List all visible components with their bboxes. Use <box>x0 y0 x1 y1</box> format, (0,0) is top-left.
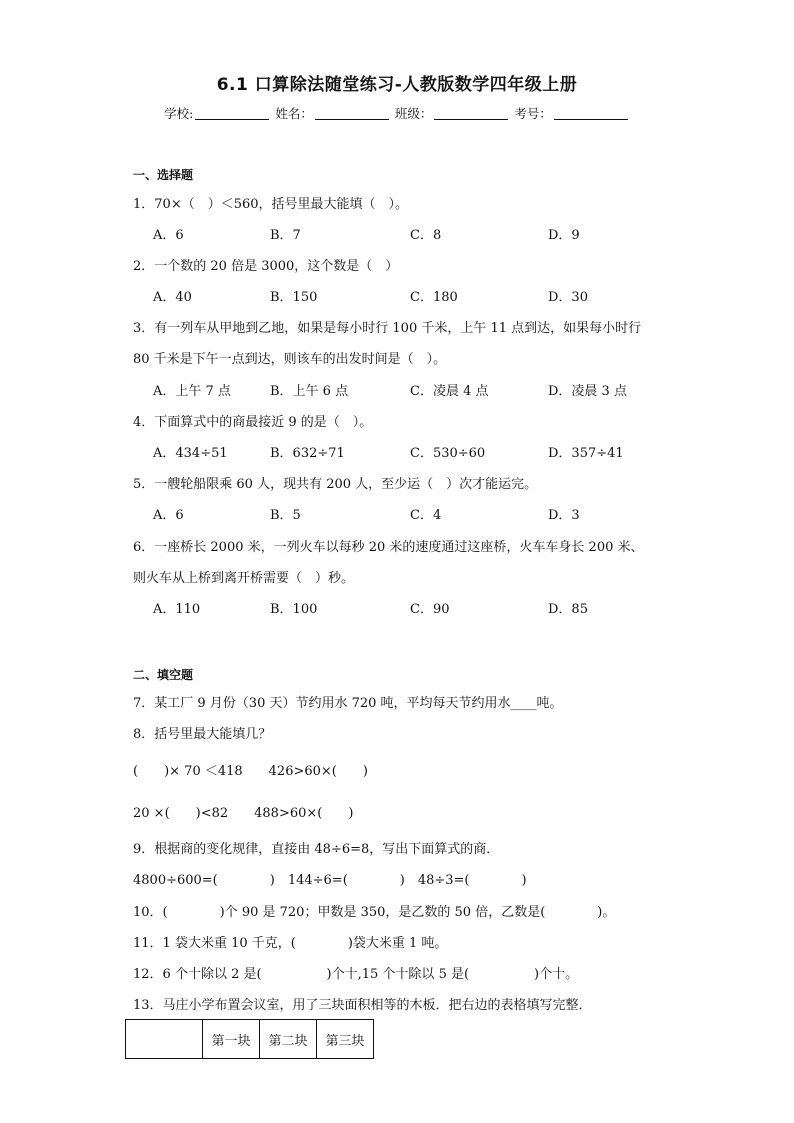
student-info-line <box>0 104 794 122</box>
option-c: C．凌晨 4 点 <box>410 384 489 399</box>
question-13: 13．马庄小学布置会议室，用了三块面积相等的木板．把右边的表格填写完整． <box>133 998 592 1013</box>
section-heading-fill: 二、填空题 <box>133 668 194 682</box>
question-5-options <box>153 504 693 522</box>
table-header-cell: 第一块 <box>203 1020 260 1059</box>
option-d: D．85 <box>548 602 588 617</box>
option-a: A．110 <box>153 602 201 617</box>
option-a: A．40 <box>153 290 192 305</box>
option-b: B．632÷71 <box>270 446 345 461</box>
option-d: D．9 <box>548 228 580 243</box>
option-d: D．凌晨 3 点 <box>548 384 627 399</box>
question-4: 4．下面算式中的商最接近 9 的是（ ）。 <box>133 415 373 430</box>
question-3-line2: 80 千米是下午一点到达，则该车的出发时间是（ ）。 <box>133 352 447 367</box>
school-label: 学校: <box>164 106 194 121</box>
option-c: C．180 <box>410 290 458 305</box>
school-blank <box>195 107 269 120</box>
section-heading-choice: 一、选择题 <box>133 168 194 182</box>
question-3-options <box>153 380 693 398</box>
option-b: B．5 <box>270 508 301 523</box>
option-a: A．434÷51 <box>153 446 228 461</box>
table-corner-cell <box>126 1020 203 1059</box>
question-6-line2: 则火车从上桥到离开桥需要（ ）秒。 <box>133 571 355 586</box>
question-1: 1．70×（ ）＜560，括号里最大能填（ ）。 <box>133 197 409 212</box>
option-d: D．3 <box>548 508 580 523</box>
question-2: 2．一个数的 20 倍是 3000，这个数是（ ） <box>133 259 399 274</box>
table-header-cell: 第二块 <box>260 1020 317 1059</box>
page-title: 6.1 口算除法随堂练习-人教版数学四年级上册 <box>216 75 578 95</box>
option-c: C．8 <box>410 228 442 243</box>
option-b: B．7 <box>270 228 301 243</box>
class-label: 班级： <box>394 106 433 121</box>
name-blank <box>315 107 389 120</box>
board-table <box>125 1019 374 1059</box>
question-9-line: 4800÷600=( ) 144÷6=( ) 48÷3=( ) <box>133 873 527 888</box>
class-blank <box>434 107 508 120</box>
question-8-line2: 20 ×( )<82 488>60×( ) <box>133 806 354 821</box>
name-label: 姓名： <box>275 106 313 121</box>
question-6: 6．一座桥长 2000 米，一列火车以每秒 20 米的速度通过这座桥，火车车身长 200 米、 <box>133 540 644 555</box>
question-11: 11．1 袋大米重 10 千克，( )袋大米重 1 吨。 <box>133 936 448 951</box>
question-1-options <box>153 224 693 242</box>
question-10: 10．( )个 90 是 720；甲数是 350，是乙数的 50 倍，乙数是( )。 <box>133 905 616 920</box>
question-12: 12．6 个十除以 2 是( )个十,15 个十除以 5 是( )个十。 <box>133 967 579 982</box>
question-3: 3．有一列车从甲地到乙地，如果是每小时行 100 千米，上午 11 点到达，如果每小时行 <box>133 321 642 336</box>
option-b: B．100 <box>270 602 318 617</box>
option-c: C．530÷60 <box>410 446 486 461</box>
table-header-cell: 第三块 <box>317 1020 374 1059</box>
number-label: 考号： <box>514 106 552 121</box>
question-2-options <box>153 286 693 304</box>
question-6-options <box>153 598 693 616</box>
option-d: D．357÷41 <box>548 446 624 461</box>
option-a: A．6 <box>153 228 184 243</box>
table-row <box>126 1020 374 1059</box>
question-8: 8．括号里最大能填几？ <box>133 727 272 742</box>
question-5: 5．一艘轮船限乘 60 人，现共有 200 人，至少运（ ）次才能运完。 <box>133 477 538 492</box>
option-a: A．上午 7 点 <box>153 384 231 399</box>
option-b: B．150 <box>270 290 318 305</box>
option-c: C．90 <box>410 602 450 617</box>
option-b: B．上午 6 点 <box>270 384 349 399</box>
question-9: 9．根据商的变化规律，直接由 48÷6=8，写出下面算式的商． <box>133 842 500 857</box>
option-a: A．6 <box>153 508 184 523</box>
question-4-options <box>153 442 693 460</box>
option-c: C．4 <box>410 508 442 523</box>
question-7: 7．某工厂 9 月份（30 天）节约用水 720 吨，平均每天节约用水____吨。 <box>133 696 563 711</box>
question-8-line1: ( )× 70 ＜418 426>60×( ) <box>133 764 368 779</box>
number-blank <box>554 107 628 120</box>
option-d: D．30 <box>548 290 588 305</box>
